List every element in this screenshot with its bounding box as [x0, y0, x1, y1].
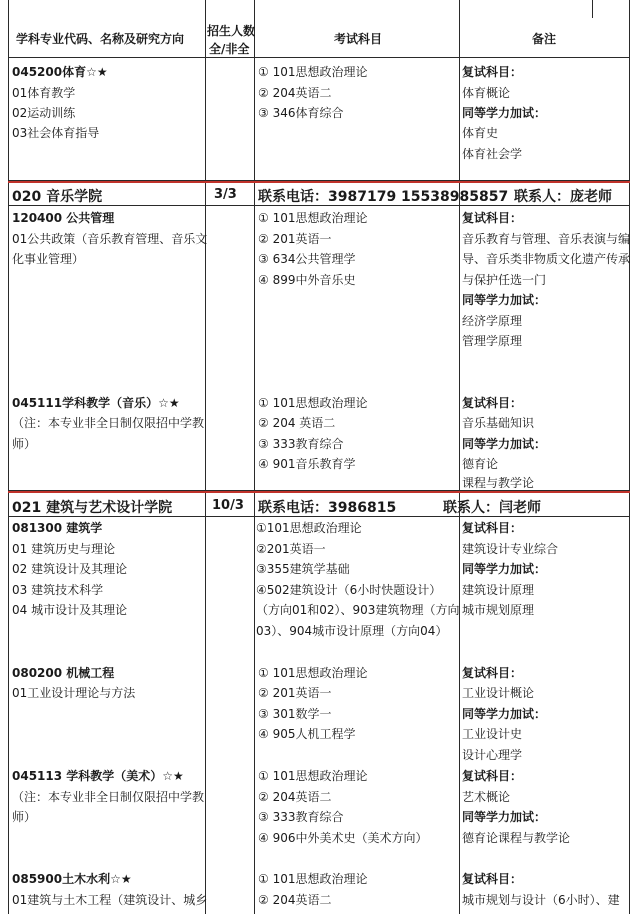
contact-phone: 联系电话：3986815 [258, 500, 397, 516]
column-header-major: 学科专业代码、名称及研究方向 [16, 32, 185, 46]
note-heading: 复试科目： [462, 666, 523, 680]
note-item: 德育论课程与教学论 [462, 831, 571, 845]
note-item: 音乐教育与管理、音乐表演与编 [462, 232, 631, 246]
note-heading: 复试科目： [462, 872, 523, 886]
exam-subject: ② 204 英语二 [258, 416, 336, 430]
note-item: 与保护任选一门 [462, 273, 547, 287]
note-item: 德育论 [462, 457, 499, 471]
exam-subject: ③ 333教育综合 [258, 437, 344, 451]
exam-subject: ③ 301数学一 [258, 707, 332, 721]
note-item: 体育社会学 [462, 147, 523, 161]
note-heading: 同等学力加试： [462, 562, 547, 576]
note-item: 体育史 [462, 126, 499, 140]
note-heading: 复试科目： [462, 521, 523, 535]
major-code-name: 085900土木水利☆★ [12, 872, 132, 886]
note-heading: 复试科目： [462, 396, 523, 410]
exam-subject: ① 101思想政治理论 [258, 211, 368, 225]
note-item: 城市规划与设计（6小时）、建 [462, 893, 620, 907]
table-right-border [629, 0, 630, 914]
exam-subject: ② 204英语二 [258, 893, 332, 907]
note-item: 工业设计概论 [462, 686, 535, 700]
column-divider-3 [459, 0, 460, 914]
exam-subject: ① 101思想政治理论 [258, 396, 368, 410]
exam-subject: ① 101思想政治理论 [258, 769, 368, 783]
research-direction: 01公共政策（音乐教育管理、音乐文 [12, 232, 208, 246]
header-bottom-border [8, 57, 630, 58]
note-heading: 复试科目： [462, 65, 523, 79]
note-item: 体育概论 [462, 86, 511, 100]
research-direction: 04 城市设计及其理论 [12, 603, 128, 617]
research-direction: （注：本专业非全日制仅限招中学教 [12, 416, 205, 430]
exam-subject: ①101思想政治理论 [256, 521, 362, 535]
note-item: 艺术概论 [462, 790, 511, 804]
exam-subject: ② 204英语二 [258, 790, 332, 804]
exam-subject: ② 204英语二 [258, 86, 332, 100]
exam-subject: ③ 333教育综合 [258, 810, 344, 824]
college-name: 020 音乐学院 [12, 189, 103, 205]
column-divider-1 [205, 0, 206, 914]
exam-subject: ② 201英语一 [258, 232, 332, 246]
exam-subject: ③355建筑学基础 [256, 562, 350, 576]
note-heading: 同等学力加试： [462, 437, 547, 451]
major-code-name: 045200体育☆★ [12, 65, 108, 79]
enrollment-count: 3/3 [214, 187, 237, 202]
exam-subject: ① 101思想政治理论 [258, 872, 368, 886]
research-direction: 01建筑与土木工程（建筑设计、城乡 [12, 893, 208, 907]
top-stub-line [592, 0, 593, 18]
exam-subject: ② 201英语一 [258, 686, 332, 700]
note-heading: 同等学力加试： [462, 707, 547, 721]
research-direction: 02运动训练 [12, 106, 76, 120]
note-item: 课程与教学论 [462, 476, 535, 490]
research-direction: 01 建筑历史与理论 [12, 542, 116, 556]
research-direction: 02 建筑设计及其理论 [12, 562, 128, 576]
research-direction: 03社会体育指导 [12, 126, 100, 140]
note-item: 城市规划原理 [462, 603, 535, 617]
contact-phone: 联系电话：3987179 15538985857 [258, 189, 509, 205]
research-direction: （注：本专业非全日制仅限招中学教 [12, 790, 205, 804]
enrollment-count: 10/3 [212, 498, 244, 513]
section-divider-red [8, 491, 630, 493]
exam-subject: （方向01和02）、903建筑物理（方向 [256, 603, 460, 617]
section-divider-red [8, 181, 630, 183]
research-direction: 师） [12, 810, 37, 824]
major-code-name: 080200 机械工程 [12, 666, 115, 680]
research-direction: 01工业设计理论与方法 [12, 686, 136, 700]
note-item: 建筑设计专业综合 [462, 542, 559, 556]
note-item: 建筑设计原理 [462, 583, 535, 597]
column-header-exams: 考试科目 [334, 32, 383, 46]
column-header-notes: 备注 [532, 32, 557, 46]
exam-subject: ① 101思想政治理论 [258, 666, 368, 680]
exam-subject: ③ 634公共管理学 [258, 252, 356, 266]
major-code-name: 045111学科教学（音乐）☆★ [12, 396, 180, 410]
contact-person: 联系人：闫老师 [443, 500, 541, 516]
college-name: 021 建筑与艺术设计学院 [12, 500, 173, 516]
exam-subject: ④502建筑设计（6小时快题设计） [256, 583, 442, 597]
note-heading: 同等学力加试： [462, 106, 547, 120]
exam-subject: ④ 899中外音乐史 [258, 273, 356, 287]
exam-subject: 03）、904城市设计原理（方向04） [256, 624, 448, 638]
note-item: 管理学原理 [462, 334, 523, 348]
exam-subject: ④ 906中外美术史（美术方向） [258, 831, 428, 845]
note-item: 音乐基础知识 [462, 416, 535, 430]
column-header-count: 招生人数 [207, 24, 256, 38]
note-heading: 同等学力加试： [462, 293, 547, 307]
research-direction: 03 建筑技术科学 [12, 583, 104, 597]
research-direction: 化事业管理） [12, 252, 85, 266]
note-heading: 同等学力加试： [462, 810, 547, 824]
note-heading: 复试科目： [462, 211, 523, 225]
exam-subject: ②201英语一 [256, 542, 326, 556]
exam-subject: ① 101思想政治理论 [258, 65, 368, 79]
exam-subject: ④ 905人机工程学 [258, 727, 356, 741]
exam-subject: ③ 346体育综合 [258, 106, 344, 120]
major-code-name: 081300 建筑学 [12, 521, 103, 535]
research-direction: 师） [12, 437, 37, 451]
column-divider-2 [254, 0, 255, 914]
major-code-name: 120400 公共管理 [12, 211, 115, 225]
major-code-name: 045113 学科教学（美术）☆★ [12, 769, 184, 783]
note-item: 工业设计史 [462, 727, 523, 741]
note-item: 经济学原理 [462, 314, 523, 328]
note-heading: 复试科目： [462, 769, 523, 783]
note-item: 设计心理学 [462, 748, 523, 762]
research-direction: 01体育教学 [12, 86, 76, 100]
note-item: 导、音乐类非物质文化遗产传承 [462, 252, 631, 266]
contact-person: 联系人：庞老师 [514, 189, 612, 205]
exam-subject: ④ 901音乐教育学 [258, 457, 356, 471]
table-left-border [8, 0, 9, 914]
column-header-count-sub: 全/非全 [209, 42, 250, 56]
